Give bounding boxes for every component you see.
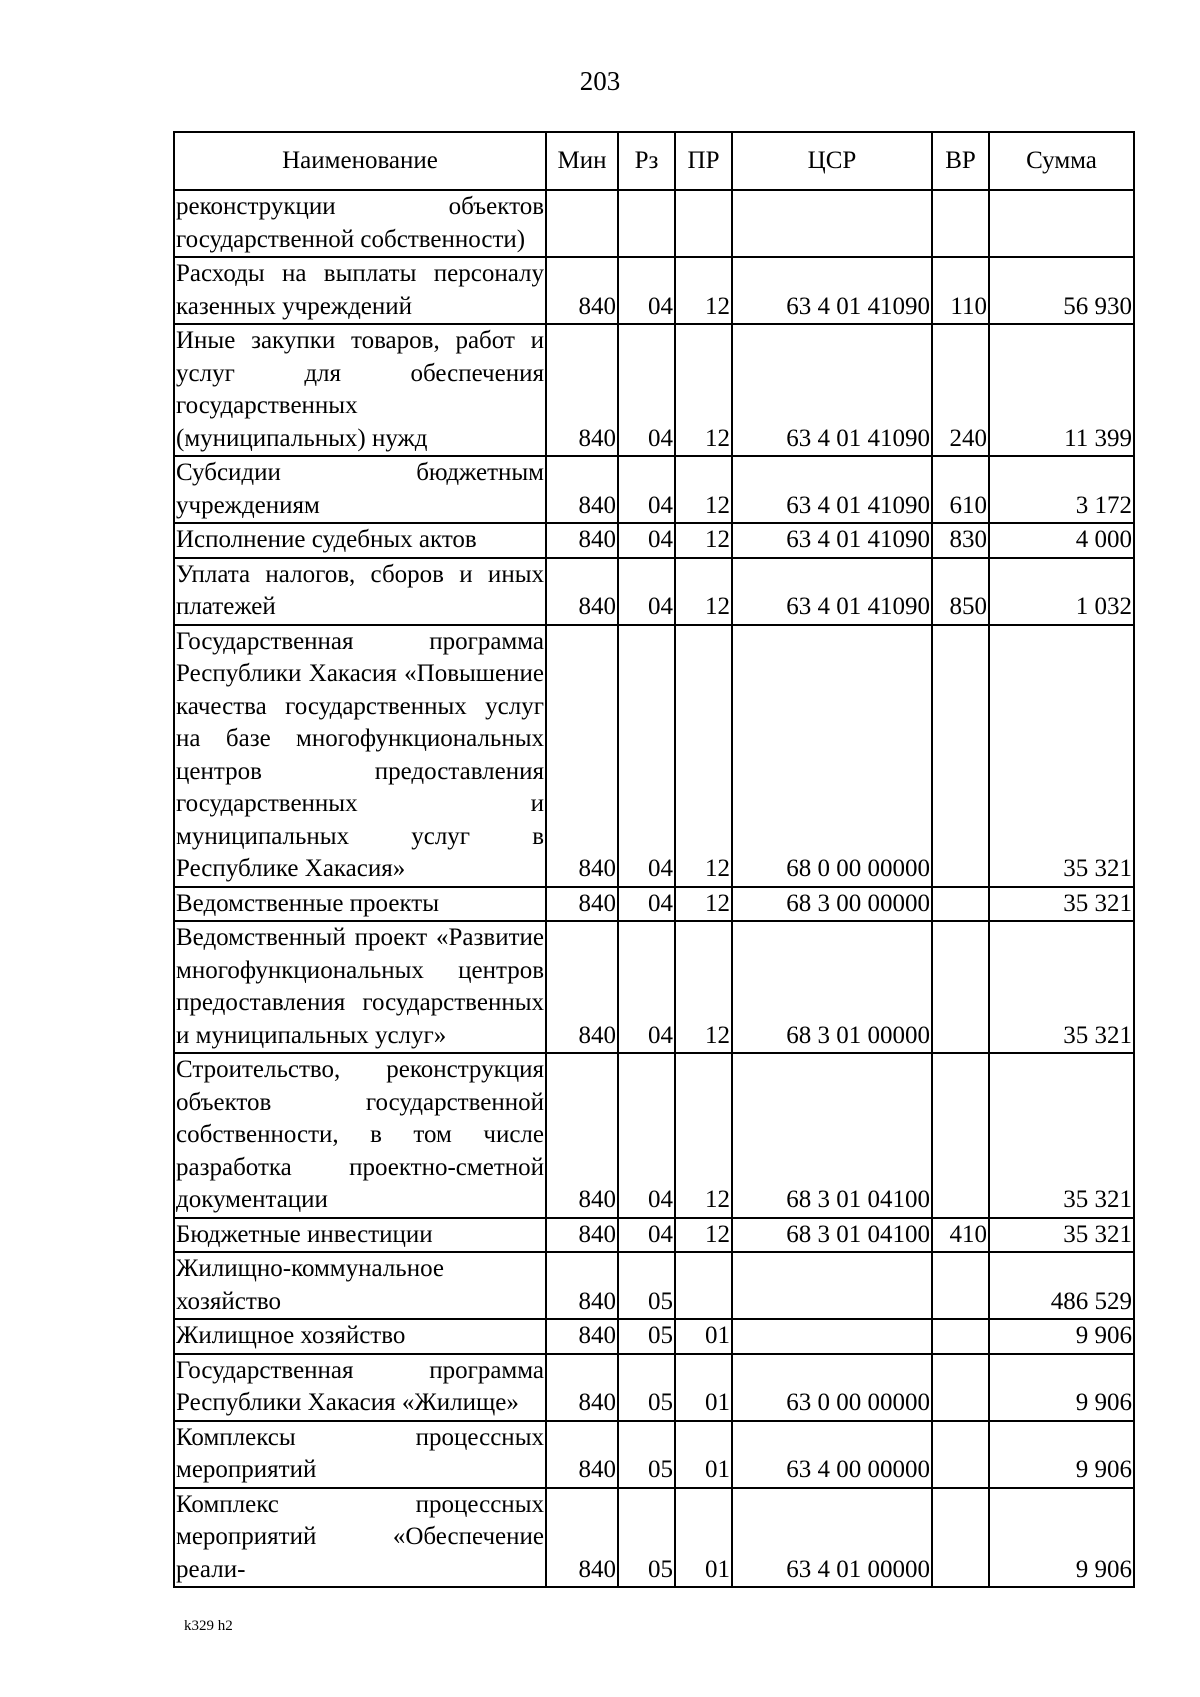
- header-csr: ЦСР: [732, 132, 932, 190]
- cell-min: 840: [546, 257, 618, 324]
- cell-sum: 9 906: [989, 1488, 1134, 1588]
- header-name: Наименование: [174, 132, 546, 190]
- cell-csr: [732, 1319, 932, 1354]
- table-row: [174, 324, 1134, 456]
- cell-min: [546, 190, 618, 257]
- cell-vr: [932, 1421, 989, 1488]
- cell-name: Ведомственный проект «Развитие многофункциональных центров предоставления государственных и муниципальных услуг»: [174, 921, 546, 1053]
- cell-min: 840: [546, 1488, 618, 1588]
- cell-vr: 850: [932, 558, 989, 625]
- cell-rz: [618, 190, 675, 257]
- table-row: [174, 523, 1134, 558]
- cell-pr: [675, 190, 732, 257]
- cell-rz: 04: [618, 257, 675, 324]
- cell-name: Бюджетные инвестиции: [174, 1218, 546, 1253]
- table-row: [174, 558, 1134, 625]
- cell-name: Государственная программа Республики Хакасия «Повышение качества государственных услуг на базе многофункциональных центров предоставления государственных и муниципальных услуг в Республике Хакасия»: [174, 625, 546, 887]
- cell-rz: 04: [618, 921, 675, 1053]
- cell-pr: 01: [675, 1319, 732, 1354]
- cell-pr: 12: [675, 558, 732, 625]
- cell-vr: [932, 921, 989, 1053]
- cell-pr: 01: [675, 1488, 732, 1588]
- cell-vr: [932, 190, 989, 257]
- cell-vr: 830: [932, 523, 989, 558]
- table-row: [174, 1218, 1134, 1253]
- cell-min: 840: [546, 558, 618, 625]
- cell-sum: 35 321: [989, 921, 1134, 1053]
- cell-csr: 63 4 01 41090: [732, 558, 932, 625]
- cell-min: 840: [546, 1319, 618, 1354]
- cell-csr: [732, 190, 932, 257]
- cell-csr: 68 3 01 04100: [732, 1053, 932, 1218]
- table-row: [174, 625, 1134, 887]
- cell-sum: 4 000: [989, 523, 1134, 558]
- cell-pr: [675, 1252, 732, 1319]
- cell-rz: 04: [618, 558, 675, 625]
- header-pr: ПР: [675, 132, 732, 190]
- cell-vr: 240: [932, 324, 989, 456]
- cell-pr: 12: [675, 921, 732, 1053]
- cell-pr: 12: [675, 523, 732, 558]
- cell-vr: [932, 1354, 989, 1421]
- cell-name: Расходы на выплаты персоналу казенных учреждений: [174, 257, 546, 324]
- table-row: [174, 1053, 1134, 1218]
- cell-sum: 35 321: [989, 1218, 1134, 1253]
- cell-pr: 12: [675, 456, 732, 523]
- cell-sum: 56 930: [989, 257, 1134, 324]
- cell-rz: 05: [618, 1488, 675, 1588]
- cell-sum: 9 906: [989, 1354, 1134, 1421]
- cell-name: Уплата налогов, сборов и иных платежей: [174, 558, 546, 625]
- cell-name: Комплекс процессных мероприятий «Обеспечение реали-: [174, 1488, 546, 1588]
- cell-csr: 68 3 00 00000: [732, 887, 932, 922]
- cell-name: Жилищно-коммунальное хозяйство: [174, 1252, 546, 1319]
- table-row: [174, 1354, 1134, 1421]
- cell-min: 840: [546, 324, 618, 456]
- table-row: [174, 456, 1134, 523]
- cell-rz: 05: [618, 1252, 675, 1319]
- cell-rz: 04: [618, 324, 675, 456]
- cell-min: 840: [546, 523, 618, 558]
- cell-csr: 68 0 00 00000: [732, 625, 932, 887]
- cell-vr: [932, 1488, 989, 1588]
- cell-csr: 63 4 01 41090: [732, 523, 932, 558]
- cell-sum: 1 032: [989, 558, 1134, 625]
- cell-csr: 63 4 01 41090: [732, 324, 932, 456]
- header-rz: Рз: [618, 132, 675, 190]
- cell-csr: 68 3 01 04100: [732, 1218, 932, 1253]
- cell-name: Ведомственные проекты: [174, 887, 546, 922]
- cell-min: 840: [546, 456, 618, 523]
- cell-rz: 04: [618, 887, 675, 922]
- budget-table: [173, 131, 1135, 1588]
- cell-sum: 486 529: [989, 1252, 1134, 1319]
- cell-vr: [932, 1053, 989, 1218]
- cell-vr: [932, 1252, 989, 1319]
- table-row: [174, 1421, 1134, 1488]
- table-row: [174, 1319, 1134, 1354]
- cell-csr: 63 0 00 00000: [732, 1354, 932, 1421]
- cell-name: Жилищное хозяйство: [174, 1319, 546, 1354]
- cell-pr: 12: [675, 324, 732, 456]
- cell-rz: 05: [618, 1421, 675, 1488]
- header-vr: ВР: [932, 132, 989, 190]
- cell-csr: 68 3 01 00000: [732, 921, 932, 1053]
- cell-rz: 05: [618, 1354, 675, 1421]
- cell-rz: 04: [618, 625, 675, 887]
- table-header-row: [174, 132, 1134, 190]
- table-row: [174, 921, 1134, 1053]
- cell-pr: 01: [675, 1354, 732, 1421]
- header-min: Мин: [546, 132, 618, 190]
- cell-min: 840: [546, 1053, 618, 1218]
- cell-vr: [932, 1319, 989, 1354]
- cell-csr: 63 4 00 00000: [732, 1421, 932, 1488]
- cell-rz: 04: [618, 456, 675, 523]
- cell-vr: [932, 625, 989, 887]
- cell-sum: 35 321: [989, 1053, 1134, 1218]
- cell-min: 840: [546, 921, 618, 1053]
- cell-rz: 04: [618, 1053, 675, 1218]
- cell-min: 840: [546, 625, 618, 887]
- cell-sum: 35 321: [989, 887, 1134, 922]
- cell-sum: [989, 190, 1134, 257]
- cell-sum: 11 399: [989, 324, 1134, 456]
- cell-csr: 63 4 01 00000: [732, 1488, 932, 1588]
- cell-name: Исполнение судебных актов: [174, 523, 546, 558]
- table-row: [174, 1252, 1134, 1319]
- cell-name: Иные закупки товаров, работ и услуг для обеспечения государственных (муниципальных) нужд: [174, 324, 546, 456]
- cell-sum: 9 906: [989, 1319, 1134, 1354]
- footer-code: k329 h2: [184, 1618, 233, 1634]
- cell-rz: 04: [618, 523, 675, 558]
- cell-pr: 12: [675, 625, 732, 887]
- cell-vr: 110: [932, 257, 989, 324]
- table-row: [174, 257, 1134, 324]
- cell-pr: 12: [675, 1218, 732, 1253]
- cell-name: реконструкции объектов государственной собственности): [174, 190, 546, 257]
- cell-sum: 35 321: [989, 625, 1134, 887]
- cell-sum: 3 172: [989, 456, 1134, 523]
- cell-name: Государственная программа Республики Хакасия «Жилище»: [174, 1354, 546, 1421]
- cell-name: Субсидии бюджетным учреждениям: [174, 456, 546, 523]
- table-row: [174, 887, 1134, 922]
- cell-vr: 410: [932, 1218, 989, 1253]
- cell-pr: 12: [675, 1053, 732, 1218]
- cell-vr: 610: [932, 456, 989, 523]
- page-number: 203: [579, 66, 621, 96]
- header-sum: Сумма: [989, 132, 1134, 190]
- cell-csr: [732, 1252, 932, 1319]
- cell-min: 840: [546, 1354, 618, 1421]
- cell-min: 840: [546, 887, 618, 922]
- cell-name: Строительство, реконструкция объектов государственной собственности, в том числе разработка проектно-сметной документации: [174, 1053, 546, 1218]
- cell-rz: 04: [618, 1218, 675, 1253]
- cell-name: Комплексы процессных мероприятий: [174, 1421, 546, 1488]
- cell-min: 840: [546, 1421, 618, 1488]
- cell-sum: 9 906: [989, 1421, 1134, 1488]
- cell-min: 840: [546, 1218, 618, 1253]
- table-row: [174, 190, 1134, 257]
- cell-pr: 12: [675, 257, 732, 324]
- cell-csr: 63 4 01 41090: [732, 257, 932, 324]
- cell-csr: 63 4 01 41090: [732, 456, 932, 523]
- cell-pr: 01: [675, 1421, 732, 1488]
- cell-pr: 12: [675, 887, 732, 922]
- cell-min: 840: [546, 1252, 618, 1319]
- table-row: [174, 1488, 1134, 1588]
- cell-vr: [932, 887, 989, 922]
- cell-rz: 05: [618, 1319, 675, 1354]
